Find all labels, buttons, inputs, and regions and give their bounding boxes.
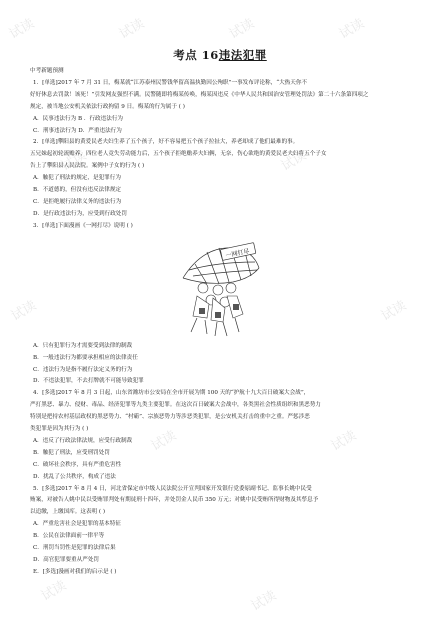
cartoon-net-illustration <box>163 238 283 338</box>
question-4-line: 严打黑恶、暴力、侵财、毒品、经济犯罪等九类主要犯罪。在这次百日破案大会战中，各类黑社会性质组织和黑恶势力 <box>30 402 321 409</box>
question-4-line: 4．[多选]2017 年 8 月 3 日起，山东省潍坊市公安局在全市开展为期 100 天的“护航十九大百日破案大会战”， <box>33 390 310 397</box>
question-5-line: 5．[多选]2017 年 8 月 4 日，河北省保定市中级人民法院公开宣判国家开发银行党委原副书记、监事长姚中民受 <box>33 485 312 492</box>
question-5-line: 贿案，对被告人姚中民以受贿罪判处有期徒刑十四年，并处罚金人民币 350 万元；对姚中民受贿所得财物及其孳息予 <box>30 497 319 504</box>
question-4-option: D．扰乱了公共秩序，构成了违法 <box>33 473 116 480</box>
title-prefix: 考点 16 <box>173 48 219 62</box>
question-2-option: C．是拒绝履行法律义务的违法行为 <box>33 198 122 205</box>
question-4-option: C．破坏社会秩序，具有严重危害性 <box>33 461 122 468</box>
question-1-option: A．民事违法行为 B ．行政违法行为 <box>33 115 124 122</box>
question-1-line: 好好休息去罚款！该死！”引发网友强烈不满。民警随即将梅某传唤，梅某因违反《中华人民共和国治安管理处罚法》第二十六条第四项之 <box>30 91 369 98</box>
cartoon-illustration <box>30 235 415 340</box>
question-5-option: E．[多选]漫画对我们的启示是 ( ) <box>33 568 117 575</box>
watermark: 试读 <box>336 16 368 43</box>
question-3-option: B．一般违法行为都要承担相应的法律责任 <box>33 354 138 361</box>
watermark: 试读 <box>328 428 360 455</box>
question-4-line: 特别是把持农村基层政权的黑恶势力、“村霸”、宗族恶势力等涉恶类犯罪，是公安机关打击的重中之重。严惩涉恶 <box>30 414 310 421</box>
watermark: 试读 <box>278 148 310 175</box>
watermark: 试读 <box>226 16 258 43</box>
question-3-line: 3．[单选]下面漫画《一网打尽》说明 ( ) <box>33 222 133 229</box>
question-5-option: C．刑罚当罚性是犯罪的法律后果 <box>33 545 116 552</box>
question-1-option: C．刑事违法行为 D．严重违法行为 <box>33 127 122 134</box>
question-1-line: 1．[单选]2017 年 7 月 31 日，梅某就“江苏泰州民警钱华留高温执勤因公殉职”一事发布评论称，“大热天你不 <box>33 79 308 86</box>
question-1-line: 规定，被当地公安机关依法行政拘留 9 日。梅某的行为属于 ( ) <box>30 103 185 110</box>
cartoon-sign-text: 一网打尽 <box>225 247 251 260</box>
question-3-option: C．违法行为是指不履行法定义务的行为 <box>33 366 133 373</box>
question-5-option: A．严重危害社会是犯罪的基本特征 <box>33 521 121 528</box>
watermark: 试读 <box>116 16 148 43</box>
question-4-option: A．违反了行政法律法规，应受行政制裁 <box>33 437 133 444</box>
question-3-option: A．只有犯罪行为才需要受到法律的制裁 <box>33 342 133 349</box>
watermark: 试读 <box>8 298 40 325</box>
watermark: 试读 <box>6 16 38 43</box>
question-2-line: 告上了攀阳县人民法院。案例中子女的行为 ( ) <box>30 163 145 170</box>
watermark: 试读 <box>148 428 180 455</box>
question-5-line: 以追缴，上缴国库。这表明 ( ) <box>30 509 106 516</box>
title-main: 违法犯罪 <box>218 48 267 62</box>
question-2-line: 2．[单选]攀阳县的黄爱民老夫妇生养了五个孩子，好不容易把五个孩子拉扯大，养老却成了他们最难的事。 <box>33 139 299 146</box>
question-2-option: D．是行政违法行为，应受到行政处罚 <box>33 210 127 217</box>
question-2-line: 五兄妹起初轮流赡养，四位老人竟失劳动能力后，五个孩子拒绝赡养夫妇俩，无奈，伤心欲绝的黄爱民老夫妇将五个子女 <box>30 151 327 158</box>
question-2-option: A．触犯了刑法的规定，是犯罪行为 <box>33 175 121 182</box>
watermark: 试读 <box>378 298 410 325</box>
question-4-line: 类犯罪是因为其行为 ( ) <box>30 426 89 433</box>
watermark: 试读 <box>248 588 280 615</box>
question-4-option: B．触犯了刑法，应受刑罚处罚 <box>33 449 110 456</box>
question-5-option: D．高官犯罪要重从严处罚 <box>33 557 100 563</box>
document-body <box>30 66 415 579</box>
watermark: 试读 <box>58 148 90 175</box>
question-2-option: B．不道德的，但没有违反法律规定 <box>33 187 122 194</box>
question-5-option: B．公民在法律面前一律平等 <box>33 533 105 540</box>
watermark: 试读 <box>38 578 70 605</box>
section-label: 中考新题预测 <box>30 68 64 74</box>
question-3-option: D．不违法犯罪，不去打牌就不可能导致犯罪 <box>33 378 144 385</box>
page-title <box>0 47 440 63</box>
